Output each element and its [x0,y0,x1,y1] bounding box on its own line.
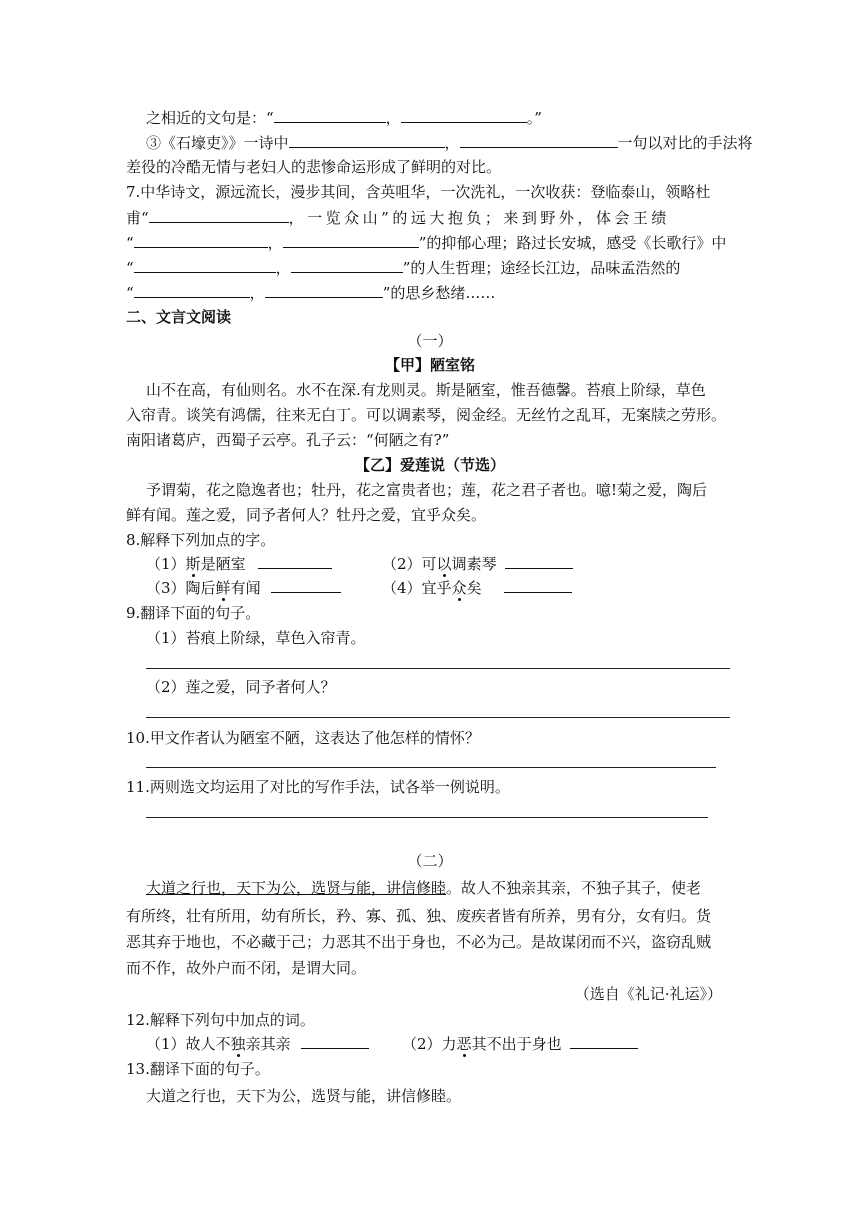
q7-line3: “ ， ”的抑郁心理；路过长安城，感受《长歌行》中 [126,234,727,252]
answer-blank[interactable] [301,1033,369,1049]
yi-paragraph-line: 鲜有闻。莲之爱，同予者何人？牡丹之爱，宜乎众矣。 [126,506,487,524]
jia-paragraph-line: 山不在高，有仙则名。水不在深.有龙则灵。斯是陋室，惟吾德馨。苔痕上阶绿，草色 [146,381,706,399]
q8-item-3: （3）陶后鲜有闻 [146,577,754,598]
answer-line[interactable] [146,767,716,768]
q7-line5: “ ， ”的思乡愁绪…… [126,284,496,302]
q8-item-4: （4）宜乎众矣 [382,577,682,598]
answer-blank[interactable] [460,132,618,148]
answer-blank[interactable] [258,553,332,569]
part2-paragraph-line: 恶其弃于地也，不必藏于己；力恶其不出于身也，不必为己。是故谋闭而不兴，盗窃乱贼 [126,933,712,951]
q12-item-1: （1）故人不独亲其亲 [146,1033,754,1054]
yi-paragraph-line: 予谓菊，花之隐逸者也；牡丹，花之富贵者也；莲，花之君子者也。噫!菊之爱，陶后 [146,481,708,499]
q13-sentence-1: 大道之行也，天下为公，选贤与能，讲信修睦。 [146,1087,462,1105]
answer-blank[interactable] [134,282,250,298]
answer-blank[interactable] [291,257,403,273]
answer-blank[interactable] [271,577,341,593]
answer-line[interactable] [146,668,730,669]
answer-blank[interactable] [134,232,268,248]
yi-title: 【乙】爱莲说（节选） [354,456,505,474]
part2-label: （二） [407,852,453,870]
answer-line[interactable] [146,817,708,818]
part2-paragraph-line: 大道之行也，天下为公，选贤与能，讲信修睦。故人不独亲其亲，不独子其子，使老 [146,879,702,897]
q6-line-a: 之相近的文句是：“ ， 。” [146,109,542,127]
q10-title: 10.甲文作者认为陋室不陋，这表达了他怎样的情怀？ [126,729,480,747]
answer-blank[interactable] [401,107,527,123]
answer-blank[interactable] [274,107,386,123]
answer-blank[interactable] [570,1033,638,1049]
answer-line[interactable] [146,717,730,718]
answer-blank[interactable] [134,257,276,273]
jia-title: 【甲】陋室铭 [384,356,475,374]
q7-line2: 甫“ ，一览众山”的远大抱负；来到野外，体会王绩 [126,209,670,227]
q13-title: 13.翻译下面的句子。 [126,1060,270,1078]
q9-sentence-2: （2）莲之爱，同予者何人？ [146,678,336,696]
q12-item-2: （2）力恶其不出于身也 [402,1033,702,1054]
answer-blank[interactable] [283,232,419,248]
answer-blank[interactable] [289,132,445,148]
section-heading: 二、文言文阅读 [126,308,232,326]
q6-item3: ③《石壕吏》》一诗中 ， 一句以对比的手法将 [146,134,753,152]
answer-blank[interactable] [504,577,572,593]
q8-title: 8.解释下列加点的字。 [126,531,276,549]
part2-paragraph-line: 而不作，故外户而不闭，是谓大同。 [126,959,367,977]
source-citation: （选自《礼记·礼运》） [574,985,722,1003]
jia-paragraph-line: 南阳诸葛庐，西蜀子云亭。孔子云：“何陋之有?” [126,431,450,449]
q6-item3-cont: 差役的冷酷无情与老妇人的悲惨命运形成了鲜明的对比。 [126,158,502,176]
q11-title: 11.两则选文均运用了对比的写作手法，试各举一例说明。 [126,778,510,796]
q9-title: 9.翻译下面的句子。 [126,604,261,622]
q12-title: 12.解释下列句中加点的词。 [126,1011,315,1029]
jia-paragraph-line: 入帘青。谈笑有鸿儒，往来无白丁。可以调素琴，阅金经。无丝竹之乱耳，无案牍之劳形。 [126,406,727,424]
answer-blank[interactable] [505,553,573,569]
q8-item-1: （1）斯是陋室 [146,553,754,574]
q7-line4: “ ， ”的人生哲理；途经长江边，品味孟浩然的 [126,259,681,277]
answer-blank[interactable] [149,207,289,223]
answer-blank[interactable] [265,282,383,298]
part1-label: （一） [407,332,453,350]
q9-sentence-1: （1）苔痕上阶绿，草色入帘青。 [146,629,366,647]
q8-item-2: （2）可以调素琴 [382,553,682,574]
q7-line1: 7.中华诗文，源远流长，漫步其间，含英咀华，一次洗礼，一次收获：登临泰山，领略杜 [126,183,711,201]
part2-paragraph-line: 有所终，壮有所用，幼有所长，矜、寡、孤、独、废疾者皆有所养，男有分，女有归。货 [126,907,712,925]
